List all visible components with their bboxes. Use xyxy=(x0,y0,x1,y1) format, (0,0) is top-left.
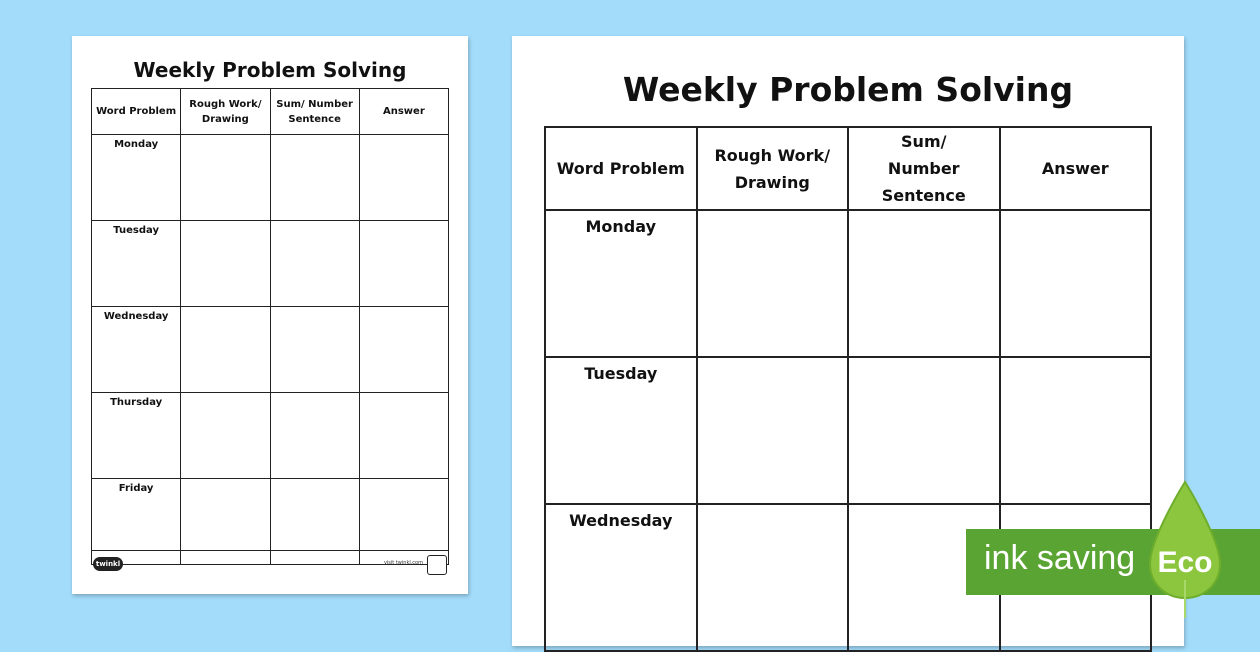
day-label-tuesday: Tuesday xyxy=(545,357,697,504)
table-row xyxy=(92,307,449,393)
cell-empty xyxy=(359,221,448,307)
quality-badge-icon xyxy=(427,555,447,575)
day-label-tuesday: Tuesday xyxy=(92,221,181,307)
large-header-answer: Answer xyxy=(1000,127,1152,210)
footer-url: visit twinkl.com xyxy=(383,560,423,566)
large-header-sum: Sum/ Number Sentence xyxy=(848,127,1000,210)
table-row xyxy=(545,357,1151,504)
table-row xyxy=(92,221,449,307)
small-sheet-title: Weekly Problem Solving xyxy=(133,58,407,82)
small-sheet-table xyxy=(91,88,449,565)
table-row xyxy=(92,135,449,221)
cell-empty xyxy=(697,357,849,504)
cell-empty xyxy=(270,307,359,393)
cell-empty xyxy=(359,307,448,393)
cell-empty xyxy=(270,221,359,307)
large-header-word-problem: Word Problem xyxy=(545,127,697,210)
table-row xyxy=(545,210,1151,357)
eco-label: Eco xyxy=(1157,546,1213,579)
large-header-rough-work: Rough Work/ Drawing xyxy=(697,127,849,210)
large-sheet-title: Weekly Problem Solving xyxy=(622,70,1074,109)
eco-leaf-icon xyxy=(1146,480,1224,620)
cell-empty xyxy=(270,135,359,221)
day-label-wednesday: Wednesday xyxy=(92,307,181,393)
cell-empty xyxy=(1000,357,1152,504)
small-sheet-footer xyxy=(91,550,449,581)
cell-empty xyxy=(181,307,270,393)
day-label-monday: Monday xyxy=(545,210,697,357)
large-header-row xyxy=(545,127,1151,210)
worksheet-preview-small[interactable] xyxy=(72,36,468,594)
cell-empty xyxy=(181,393,270,479)
cell-empty xyxy=(359,135,448,221)
cell-empty xyxy=(1000,210,1152,357)
ink-saving-label: ink saving xyxy=(984,539,1136,577)
small-header-answer: Answer xyxy=(359,89,448,135)
small-header-row xyxy=(92,89,449,135)
cell-empty xyxy=(270,393,359,479)
day-label-friday: Friday xyxy=(92,479,181,565)
cell-empty xyxy=(181,135,270,221)
cell-empty xyxy=(848,210,1000,357)
cell-empty xyxy=(697,210,849,357)
cell-empty xyxy=(697,504,849,651)
cell-empty xyxy=(848,357,1000,504)
cell-empty xyxy=(181,221,270,307)
day-label-monday: Monday xyxy=(92,135,181,221)
table-row xyxy=(92,393,449,479)
day-label-wednesday: Wednesday xyxy=(545,504,697,651)
cell-empty xyxy=(359,393,448,479)
day-label-thursday: Thursday xyxy=(92,393,181,479)
small-header-rough-work: Rough Work/ Drawing xyxy=(181,89,270,135)
brand-logo: twinkl xyxy=(93,557,123,571)
small-header-sum: Sum/ Number Sentence xyxy=(270,89,359,135)
small-header-word-problem: Word Problem xyxy=(92,89,181,135)
